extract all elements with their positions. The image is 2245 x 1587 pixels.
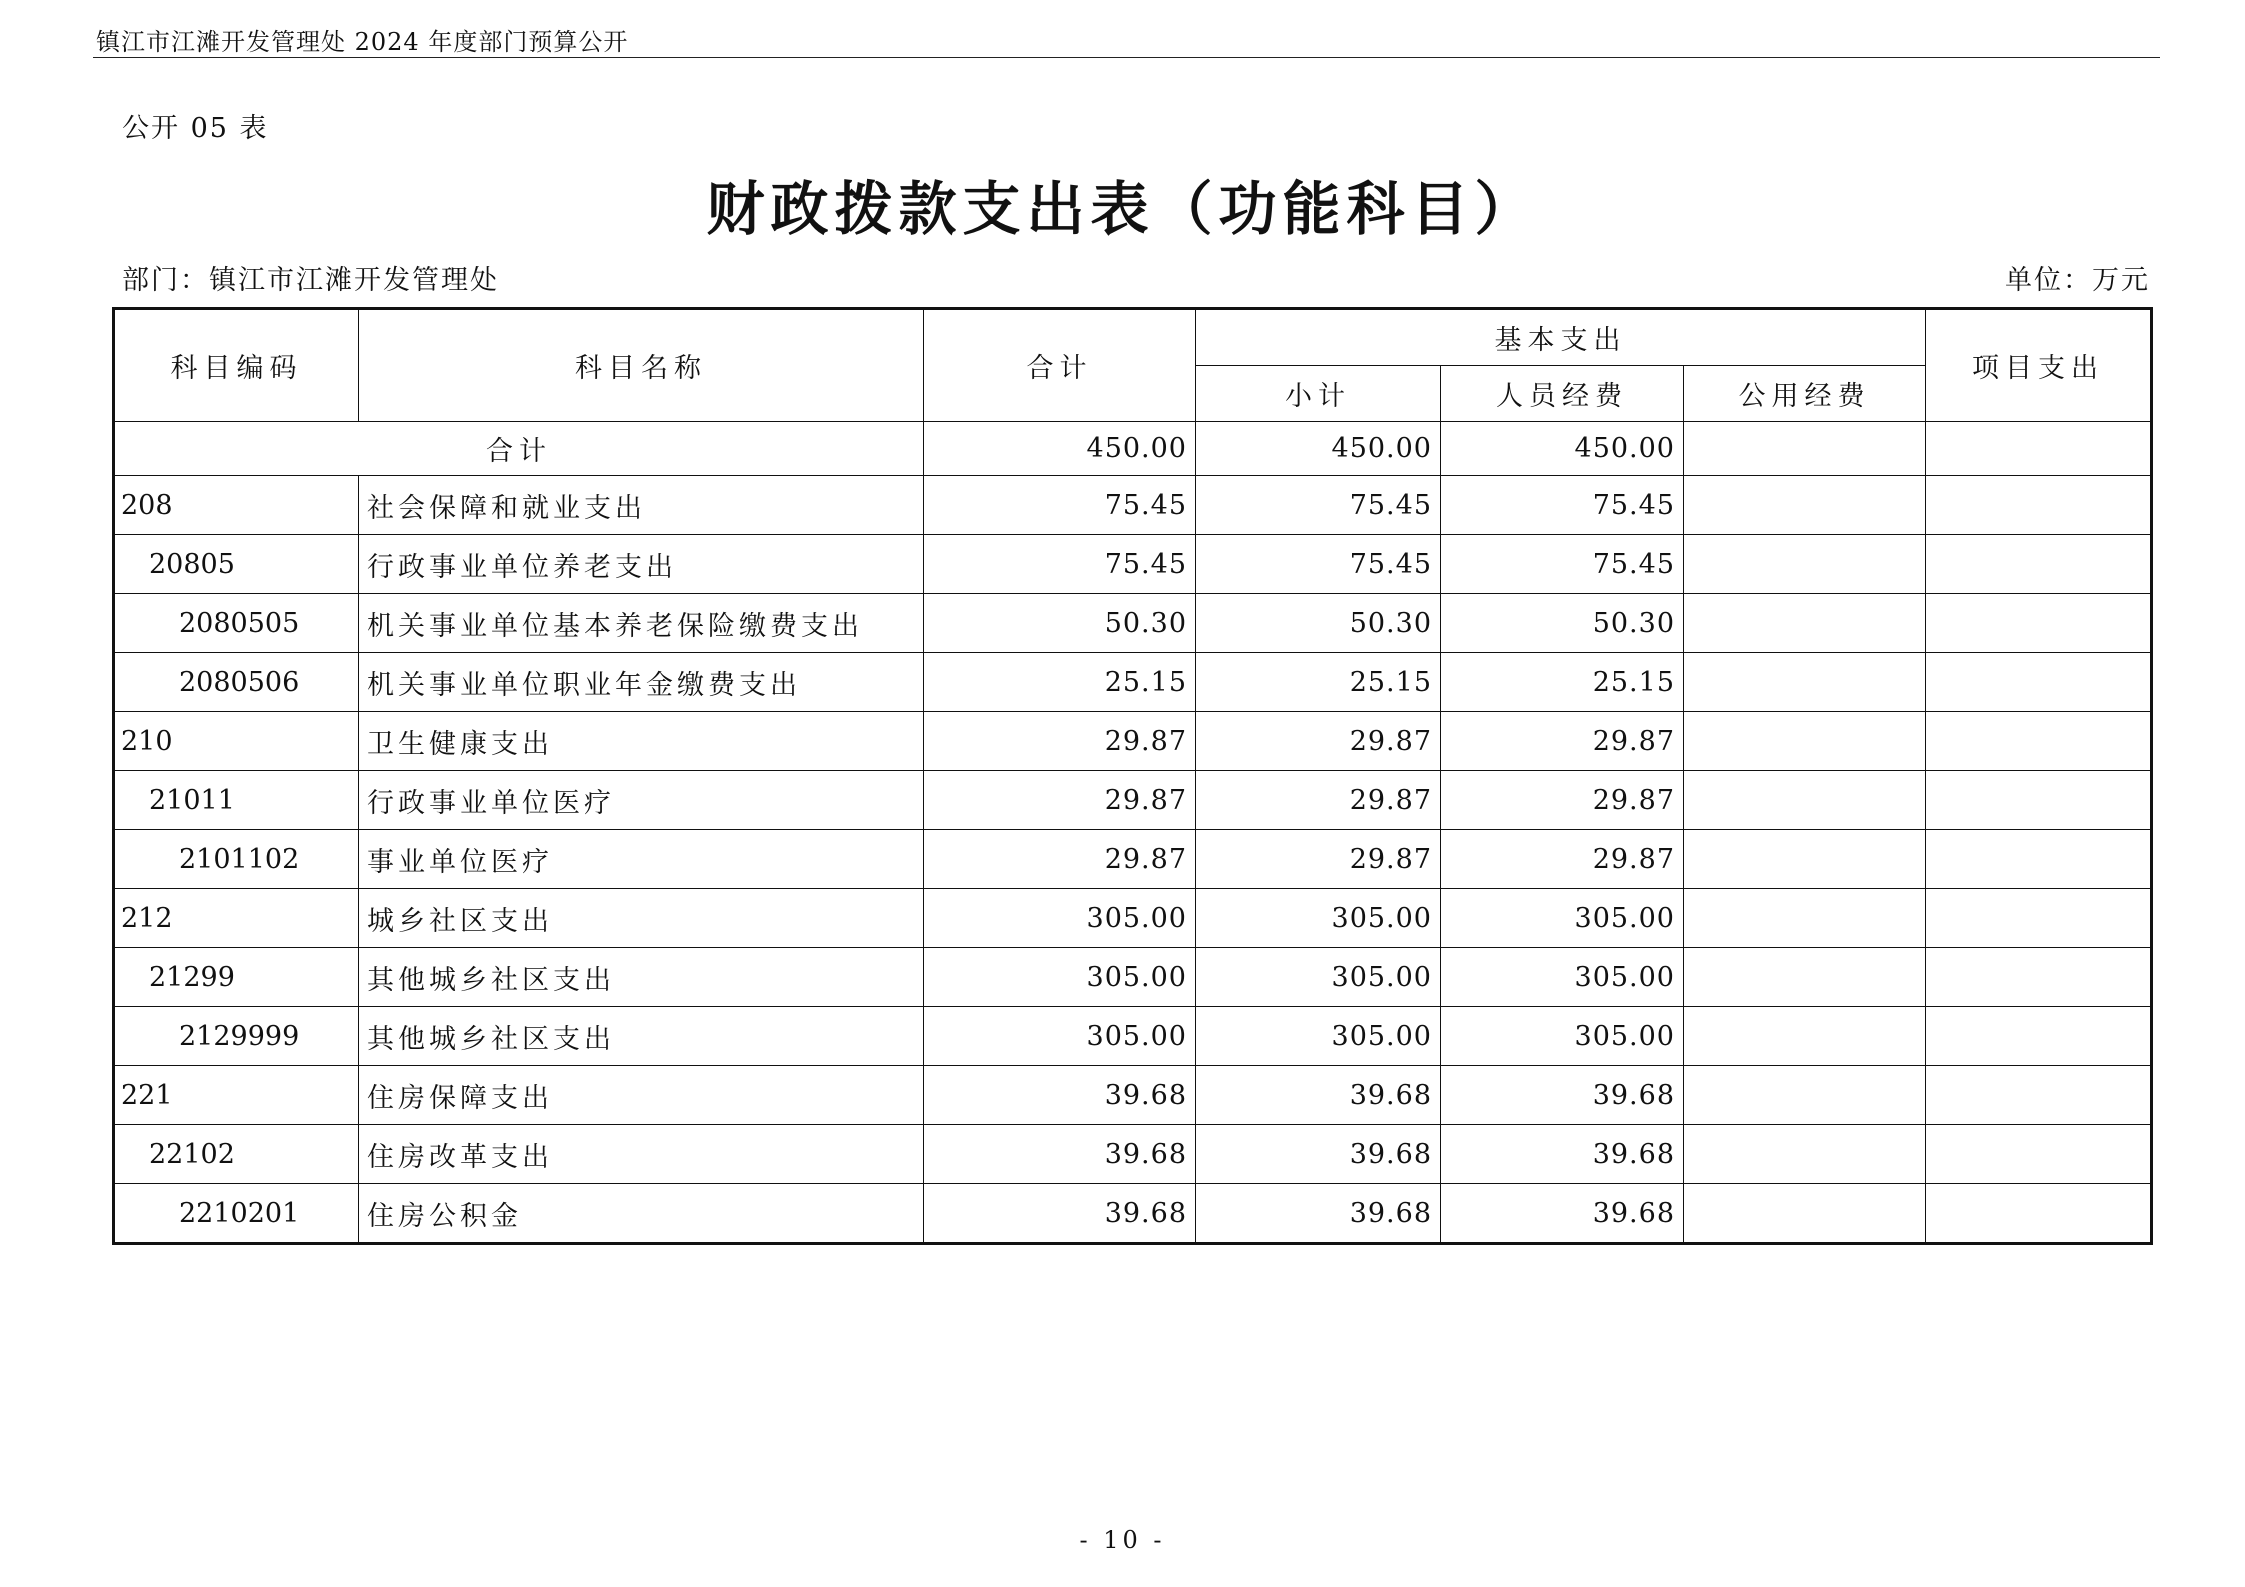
row-name: 事业单位医疗 bbox=[359, 830, 924, 889]
row-subtotal: 75.45 bbox=[1196, 476, 1441, 535]
row-subtotal: 29.87 bbox=[1196, 830, 1441, 889]
row-name: 其他城乡社区支出 bbox=[359, 948, 924, 1007]
row-subtotal: 75.45 bbox=[1196, 535, 1441, 594]
row-public bbox=[1684, 1125, 1926, 1184]
summary-label: 合计 bbox=[114, 422, 924, 476]
budget-table bbox=[112, 307, 2153, 1245]
row-personnel: 305.00 bbox=[1441, 948, 1684, 1007]
row-public bbox=[1684, 1066, 1926, 1125]
row-total: 50.30 bbox=[924, 594, 1196, 653]
row-subtotal: 39.68 bbox=[1196, 1066, 1441, 1125]
row-code: 221 bbox=[114, 1066, 359, 1125]
row-total: 39.68 bbox=[924, 1184, 1196, 1244]
col-header-public: 公用经费 bbox=[1684, 366, 1926, 422]
row-code: 2129999 bbox=[114, 1007, 359, 1066]
row-personnel: 39.68 bbox=[1441, 1125, 1684, 1184]
row-project bbox=[1926, 889, 2152, 948]
page-number: - 10 - bbox=[1079, 1526, 1166, 1554]
table-number: 公开 05 表 bbox=[122, 113, 269, 144]
row-personnel: 75.45 bbox=[1441, 476, 1684, 535]
row-public bbox=[1684, 653, 1926, 712]
col-header-basic: 基本支出 bbox=[1196, 309, 1926, 366]
row-public bbox=[1684, 1184, 1926, 1244]
table-row bbox=[114, 1066, 2152, 1125]
col-header-code: 科目编码 bbox=[114, 309, 359, 422]
row-name: 卫生健康支出 bbox=[359, 712, 924, 771]
row-public bbox=[1684, 889, 1926, 948]
row-project bbox=[1926, 1125, 2152, 1184]
row-project bbox=[1926, 712, 2152, 771]
table-row bbox=[114, 594, 2152, 653]
table-row bbox=[114, 535, 2152, 594]
table-row bbox=[114, 1184, 2152, 1244]
row-personnel: 39.68 bbox=[1441, 1184, 1684, 1244]
row-public bbox=[1684, 535, 1926, 594]
row-code: 22102 bbox=[114, 1125, 359, 1184]
row-subtotal: 29.87 bbox=[1196, 712, 1441, 771]
row-subtotal: 39.68 bbox=[1196, 1184, 1441, 1244]
row-subtotal: 305.00 bbox=[1196, 889, 1441, 948]
row-project bbox=[1926, 771, 2152, 830]
table-row bbox=[114, 889, 2152, 948]
row-total: 39.68 bbox=[924, 1125, 1196, 1184]
row-personnel: 75.45 bbox=[1441, 535, 1684, 594]
row-project bbox=[1926, 830, 2152, 889]
row-personnel: 305.00 bbox=[1441, 1007, 1684, 1066]
row-project bbox=[1926, 1184, 2152, 1244]
row-total: 305.00 bbox=[924, 948, 1196, 1007]
unit-label: 单位：万元 bbox=[2005, 265, 2150, 296]
row-public bbox=[1684, 476, 1926, 535]
row-name: 城乡社区支出 bbox=[359, 889, 924, 948]
row-public bbox=[1684, 1007, 1926, 1066]
table-row bbox=[114, 771, 2152, 830]
row-public bbox=[1684, 948, 1926, 1007]
page-title: 财政拨款支出表（功能科目） bbox=[706, 175, 1539, 243]
row-code: 2210201 bbox=[114, 1184, 359, 1244]
row-subtotal: 29.87 bbox=[1196, 771, 1441, 830]
table-row bbox=[114, 948, 2152, 1007]
row-personnel: 29.87 bbox=[1441, 830, 1684, 889]
row-personnel: 29.87 bbox=[1441, 712, 1684, 771]
row-total: 305.00 bbox=[924, 889, 1196, 948]
summary-public bbox=[1684, 422, 1926, 476]
row-subtotal: 305.00 bbox=[1196, 948, 1441, 1007]
table-row bbox=[114, 1007, 2152, 1066]
row-project bbox=[1926, 476, 2152, 535]
summary-personnel: 450.00 bbox=[1441, 422, 1684, 476]
row-name: 行政事业单位医疗 bbox=[359, 771, 924, 830]
row-personnel: 305.00 bbox=[1441, 889, 1684, 948]
department-label: 部门：镇江市江滩开发管理处 bbox=[122, 265, 499, 296]
row-name: 行政事业单位养老支出 bbox=[359, 535, 924, 594]
summary-project bbox=[1926, 422, 2152, 476]
header-rule bbox=[93, 57, 2160, 58]
table-row bbox=[114, 653, 2152, 712]
row-name: 社会保障和就业支出 bbox=[359, 476, 924, 535]
row-code: 2101102 bbox=[114, 830, 359, 889]
row-project bbox=[1926, 594, 2152, 653]
row-public bbox=[1684, 830, 1926, 889]
row-name: 住房改革支出 bbox=[359, 1125, 924, 1184]
row-code: 212 bbox=[114, 889, 359, 948]
row-name: 机关事业单位基本养老保险缴费支出 bbox=[359, 594, 924, 653]
row-subtotal: 305.00 bbox=[1196, 1007, 1441, 1066]
row-code: 2080506 bbox=[114, 653, 359, 712]
col-header-project: 项目支出 bbox=[1926, 309, 2152, 422]
summary-subtotal: 450.00 bbox=[1196, 422, 1441, 476]
row-personnel: 50.30 bbox=[1441, 594, 1684, 653]
summary-total: 450.00 bbox=[924, 422, 1196, 476]
row-total: 29.87 bbox=[924, 830, 1196, 889]
summary-row bbox=[114, 422, 2152, 476]
row-name: 住房公积金 bbox=[359, 1184, 924, 1244]
col-header-name: 科目名称 bbox=[359, 309, 924, 422]
col-header-personnel: 人员经费 bbox=[1441, 366, 1684, 422]
row-total: 29.87 bbox=[924, 771, 1196, 830]
row-total: 305.00 bbox=[924, 1007, 1196, 1066]
col-header-total: 合计 bbox=[924, 309, 1196, 422]
row-total: 75.45 bbox=[924, 476, 1196, 535]
row-personnel: 25.15 bbox=[1441, 653, 1684, 712]
row-subtotal: 25.15 bbox=[1196, 653, 1441, 712]
table-row bbox=[114, 476, 2152, 535]
row-subtotal: 39.68 bbox=[1196, 1125, 1441, 1184]
row-project bbox=[1926, 535, 2152, 594]
row-name: 机关事业单位职业年金缴费支出 bbox=[359, 653, 924, 712]
col-header-subtotal: 小计 bbox=[1196, 366, 1441, 422]
row-subtotal: 50.30 bbox=[1196, 594, 1441, 653]
row-total: 75.45 bbox=[924, 535, 1196, 594]
running-header: 镇江市江滩开发管理处 2024 年度部门预算公开 bbox=[96, 28, 629, 56]
row-code: 21011 bbox=[114, 771, 359, 830]
table-row bbox=[114, 712, 2152, 771]
row-total: 29.87 bbox=[924, 712, 1196, 771]
row-code: 210 bbox=[114, 712, 359, 771]
row-public bbox=[1684, 771, 1926, 830]
row-name: 住房保障支出 bbox=[359, 1066, 924, 1125]
row-personnel: 29.87 bbox=[1441, 771, 1684, 830]
row-project bbox=[1926, 1066, 2152, 1125]
row-code: 21299 bbox=[114, 948, 359, 1007]
table-row bbox=[114, 1125, 2152, 1184]
row-code: 20805 bbox=[114, 535, 359, 594]
row-project bbox=[1926, 1007, 2152, 1066]
row-public bbox=[1684, 712, 1926, 771]
row-project bbox=[1926, 948, 2152, 1007]
table-row bbox=[114, 830, 2152, 889]
row-personnel: 39.68 bbox=[1441, 1066, 1684, 1125]
row-total: 39.68 bbox=[924, 1066, 1196, 1125]
row-name: 其他城乡社区支出 bbox=[359, 1007, 924, 1066]
row-code: 2080505 bbox=[114, 594, 359, 653]
row-public bbox=[1684, 594, 1926, 653]
row-code: 208 bbox=[114, 476, 359, 535]
row-total: 25.15 bbox=[924, 653, 1196, 712]
row-project bbox=[1926, 653, 2152, 712]
